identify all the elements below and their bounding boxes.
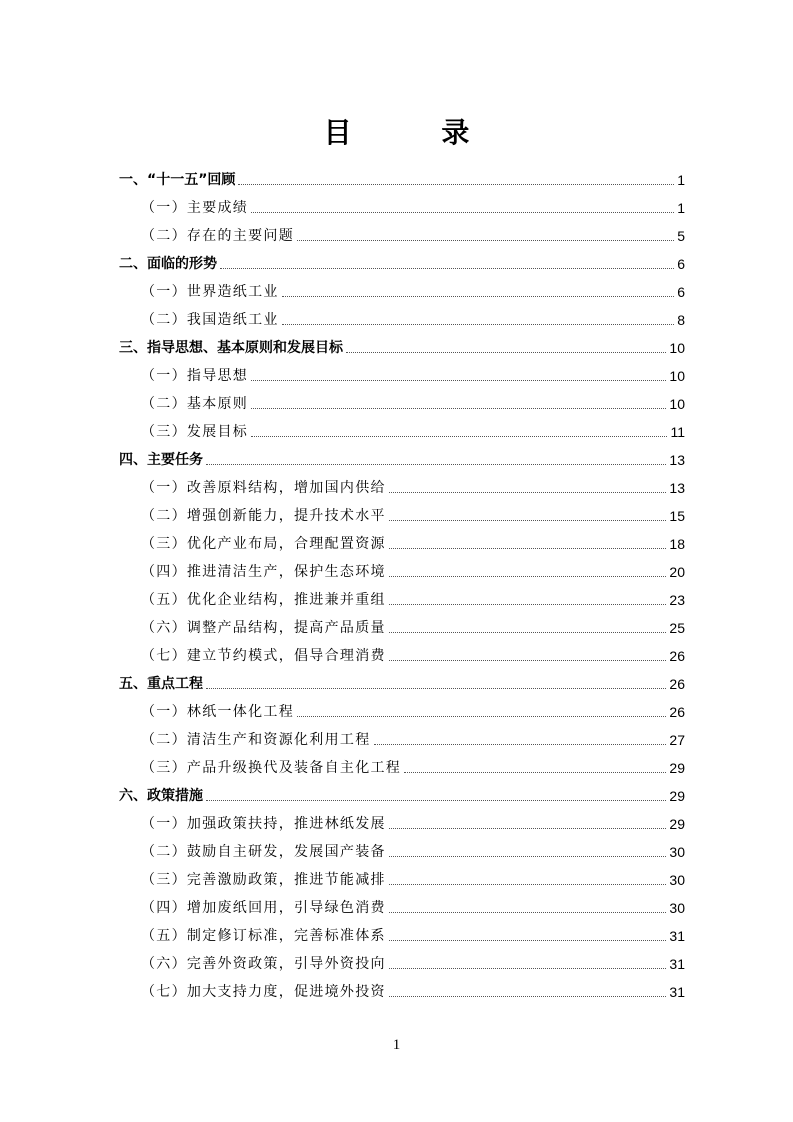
toc-entry-page: 1: [677, 172, 685, 188]
page-number: 1: [392, 1037, 401, 1053]
toc-subsection-entry[interactable]: [119, 866, 685, 894]
toc-subsection-entry[interactable]: [119, 698, 685, 726]
toc-entry-label: （三）发展目标: [141, 424, 249, 440]
toc-dot-leader: [251, 380, 666, 381]
toc-entry-page: 31: [669, 984, 685, 1000]
toc-entry-label: （三）完善激励政策，推进节能减排: [141, 872, 386, 888]
toc-entry-label: （一）主要成绩: [141, 200, 249, 216]
toc-dot-leader: [251, 212, 674, 213]
toc-subsection-entry[interactable]: [119, 922, 685, 950]
toc-dot-leader: [389, 520, 667, 521]
toc-entry-page: 25: [669, 620, 685, 636]
toc-entry-page: 30: [669, 900, 685, 916]
toc-entry-page: 20: [669, 564, 685, 580]
toc-entry-label: （六）完善外资政策，引导外资投向: [141, 956, 386, 972]
toc-dot-leader: [374, 744, 667, 745]
toc-subsection-entry[interactable]: [119, 642, 685, 670]
toc-entry-page: 10: [669, 396, 685, 412]
toc-entry-label: （二）基本原则: [141, 396, 249, 412]
toc-dot-leader: [389, 884, 667, 885]
toc-entry-label: （一）林纸一体化工程: [141, 704, 294, 720]
toc-entry-page: 27: [669, 732, 685, 748]
toc-subsection-entry[interactable]: [119, 894, 685, 922]
toc-dot-leader: [346, 352, 666, 353]
toc-dot-leader: [251, 436, 667, 437]
toc-entry-label: （一）世界造纸工业: [141, 284, 279, 300]
toc-dot-leader: [389, 996, 667, 997]
toc-dot-leader: [297, 240, 674, 241]
toc-section-entry[interactable]: [119, 334, 685, 362]
toc-entry-page: 10: [669, 340, 685, 356]
toc-entry-page: 15: [669, 508, 685, 524]
toc-entry-page: 6: [677, 284, 685, 300]
toc-entry-label: （二）我国造纸工业: [141, 312, 279, 328]
toc-subsection-entry[interactable]: [119, 614, 685, 642]
toc-entry-label: （二）清洁生产和资源化利用工程: [141, 732, 371, 748]
toc-entry-page: 26: [669, 704, 685, 720]
toc-entry-page: 29: [669, 760, 685, 776]
toc-dot-leader: [389, 828, 667, 829]
toc-dot-leader: [389, 604, 667, 605]
toc-subsection-entry[interactable]: [119, 362, 685, 390]
toc-entry-page: 18: [669, 536, 685, 552]
toc-subsection-entry[interactable]: [119, 222, 685, 250]
toc-dot-leader: [251, 408, 666, 409]
toc-subsection-entry[interactable]: [119, 950, 685, 978]
toc-dot-leader: [282, 296, 675, 297]
toc-subsection-entry[interactable]: [119, 586, 685, 614]
toc-entry-page: 29: [669, 816, 685, 832]
toc-entry-label: （四）增加废纸回用，引导绿色消费: [141, 900, 386, 916]
toc-dot-leader: [206, 800, 666, 801]
toc-subsection-entry[interactable]: [119, 978, 685, 1006]
toc-section-entry[interactable]: [119, 446, 685, 474]
toc-entry-page: 30: [669, 872, 685, 888]
toc-dot-leader: [238, 184, 674, 185]
toc-entry-label: （三）优化产业布局，合理配置资源: [141, 536, 386, 552]
toc-subsection-entry[interactable]: [119, 306, 685, 334]
toc-entry-label: 三、指导思想、基本原则和发展目标: [119, 340, 343, 356]
toc-dot-leader: [389, 856, 667, 857]
toc-entry-page: 26: [669, 648, 685, 664]
toc-entry-page: 30: [669, 844, 685, 860]
page-title: 目 录: [323, 116, 510, 149]
table-of-contents: [119, 166, 685, 1006]
toc-subsection-entry[interactable]: [119, 278, 685, 306]
toc-dot-leader: [404, 772, 666, 773]
toc-subsection-entry[interactable]: [119, 418, 685, 446]
toc-entry-label: （一）改善原料结构，增加国内供给: [141, 480, 386, 496]
toc-dot-leader: [389, 660, 667, 661]
toc-entry-page: 31: [669, 956, 685, 972]
toc-entry-label: 四、主要任务: [119, 452, 203, 468]
toc-entry-label: （三）产品升级换代及装备自主化工程: [141, 760, 402, 776]
toc-dot-leader: [206, 464, 666, 465]
toc-subsection-entry[interactable]: [119, 726, 685, 754]
toc-entry-label: （七）加大支持力度，促进境外投资: [141, 984, 386, 1000]
toc-subsection-entry[interactable]: [119, 838, 685, 866]
toc-dot-leader: [389, 912, 667, 913]
toc-subsection-entry[interactable]: [119, 390, 685, 418]
toc-subsection-entry[interactable]: [119, 474, 685, 502]
toc-entry-page: 5: [677, 228, 685, 244]
toc-entry-page: 31: [669, 928, 685, 944]
toc-entry-label: （七）建立节约模式，倡导合理消费: [141, 648, 386, 664]
toc-dot-leader: [389, 632, 667, 633]
toc-entry-label: （二）增强创新能力，提升技术水平: [141, 508, 386, 524]
toc-entry-label: 六、政策措施: [119, 788, 203, 804]
toc-entry-label: 五、重点工程: [119, 676, 203, 692]
toc-entry-label: （一）指导思想: [141, 368, 249, 384]
toc-subsection-entry[interactable]: [119, 558, 685, 586]
toc-subsection-entry[interactable]: [119, 810, 685, 838]
toc-entry-label: （四）推进清洁生产，保护生态环境: [141, 564, 386, 580]
toc-section-entry[interactable]: [119, 166, 685, 194]
toc-dot-leader: [206, 688, 666, 689]
toc-entry-page: 10: [669, 368, 685, 384]
toc-entry-label: （五）优化企业结构，推进兼并重组: [141, 592, 386, 608]
toc-dot-leader: [282, 324, 675, 325]
toc-dot-leader: [389, 940, 667, 941]
toc-entry-label: （五）制定修订标准，完善标准体系: [141, 928, 386, 944]
toc-entry-label: （二）鼓励自主研发，发展国产装备: [141, 844, 386, 860]
toc-dot-leader: [389, 576, 667, 577]
toc-dot-leader: [389, 492, 667, 493]
toc-entry-label: 二、面临的形势: [119, 256, 217, 272]
toc-subsection-entry[interactable]: [119, 502, 685, 530]
toc-entry-label: （二）存在的主要问题: [141, 228, 294, 244]
toc-entry-page: 13: [669, 480, 685, 496]
toc-section-entry[interactable]: [119, 250, 685, 278]
toc-entry-page: 26: [669, 676, 685, 692]
toc-dot-leader: [389, 548, 667, 549]
toc-entry-page: 1: [677, 200, 685, 216]
toc-entry-label: （六）调整产品结构，提高产品质量: [141, 620, 386, 636]
toc-entry-page: 8: [677, 312, 685, 328]
toc-dot-leader: [220, 268, 674, 269]
toc-entry-page: 13: [669, 452, 685, 468]
toc-section-entry[interactable]: [119, 670, 685, 698]
toc-subsection-entry[interactable]: [119, 754, 685, 782]
toc-entry-label: 一、“十一五”回顾: [119, 172, 236, 188]
toc-entry-page: 6: [677, 256, 685, 272]
toc-dot-leader: [297, 716, 666, 717]
toc-entry-label: （一）加强政策扶持，推进林纸发展: [141, 816, 386, 832]
toc-entry-page: 23: [669, 592, 685, 608]
toc-subsection-entry[interactable]: [119, 194, 685, 222]
toc-section-entry[interactable]: [119, 782, 685, 810]
toc-subsection-entry[interactable]: [119, 530, 685, 558]
toc-entry-page: 11: [670, 424, 685, 440]
toc-entry-page: 29: [669, 788, 685, 804]
toc-dot-leader: [389, 968, 667, 969]
